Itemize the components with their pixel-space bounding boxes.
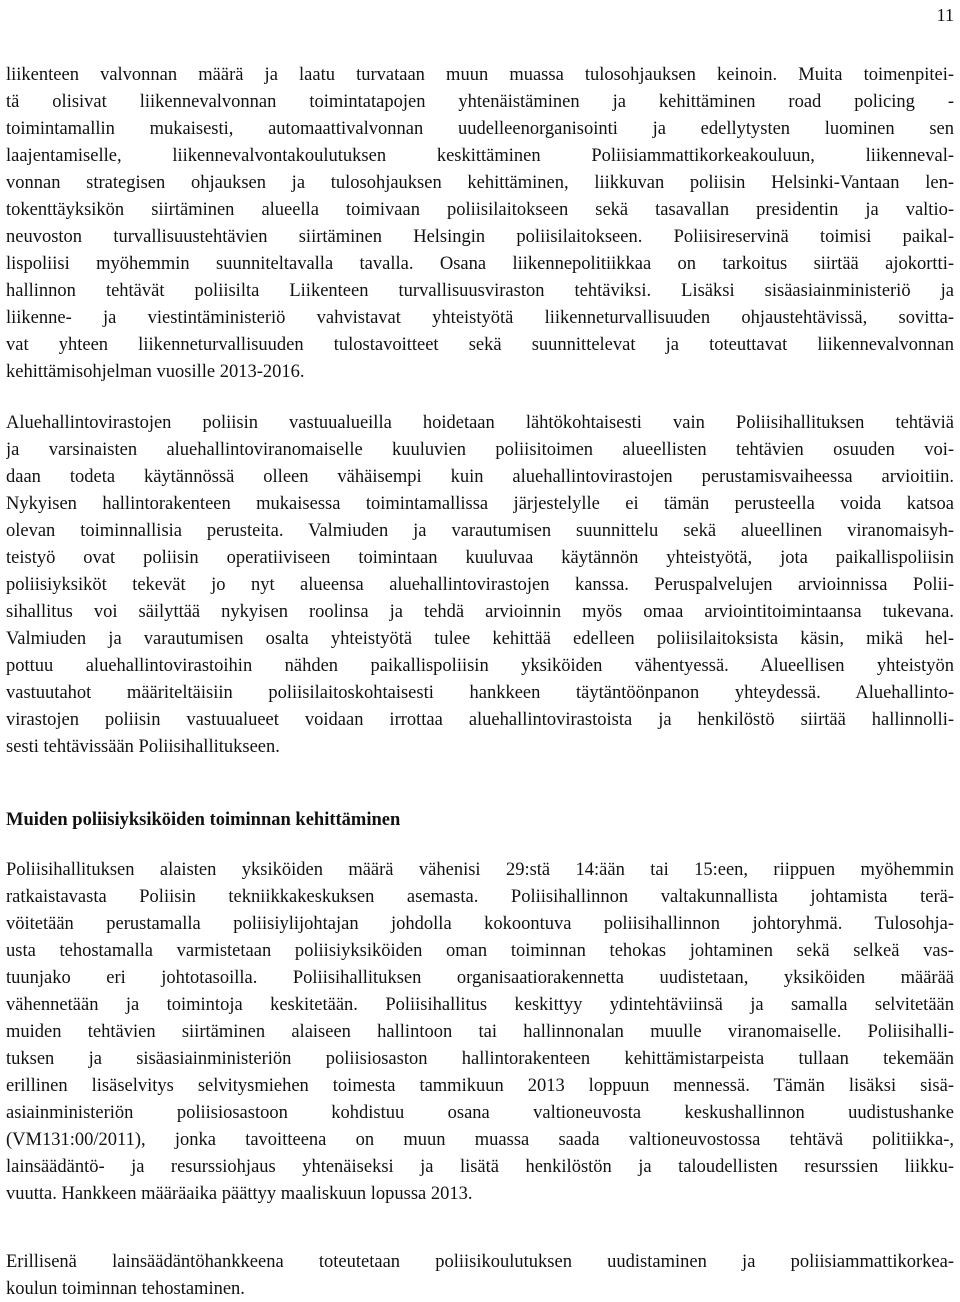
text-line: daan todeta käytännössä olleen vähäisempi kuin aluehallintovirastojen perustamisvaiheessa arvioitiin. bbox=[6, 467, 954, 487]
text-line: laajentamiselle, liikennevalvontakoulutuksen keskittäminen Poliisiammattikorkeakouluun, liikenneval- bbox=[6, 146, 954, 166]
text-line: tä olisivat liikennevalvonnan toimintatapojen yhtenäistäminen ja kehittäminen road policing - bbox=[6, 92, 954, 112]
text-line: vöitetään perustamalla poliisiylijohtajan johdolla kokoontuva poliisihallinnon johtoryhmä. Tulosohja- bbox=[6, 914, 954, 934]
text-line: kehittämisohjelman vuosille 2013-2016. bbox=[6, 362, 305, 382]
text-line: vastuutahot määriteltäisiin poliisilaitoskohtaisesti hankkeen täytäntöönpanon yhteydessä. Aluehallinto- bbox=[6, 683, 954, 703]
text-line: olevan toiminnallisia perusteita. Valmiuden ja varautumisen suunnittelu sekä alueellinen viranomaisyh- bbox=[6, 521, 954, 541]
text-line: usta tehostamalla varmistetaan poliisiyksiköiden oman toiminnan tehokas johtaminen sekä selkeä vas- bbox=[6, 941, 954, 961]
text-line: Valmiuden ja varautumisen osalta yhteistyötä tulee kehittää edelleen poliisilaitoksista käsin, mikä hel- bbox=[6, 629, 954, 649]
text-line: tokenttäyksikön siirtäminen alueella toimivaan poliisilaitokseen sekä tasavallan presidentin ja valtio- bbox=[6, 200, 954, 220]
text-line: (VM131:00/2011), jonka tavoitteena on muun muassa saada valtioneuvostossa tehtävä politiikka-, bbox=[6, 1130, 954, 1150]
text-line: Poliisihallituksen alaisten yksiköiden määrä vähenisi 29:stä 14:ään tai 15:een, riippuen myöhemmin bbox=[6, 860, 954, 880]
page-number: 11 bbox=[936, 5, 954, 25]
text-line: tuunjako eri johtotasoilla. Poliisihallituksen organisaatiorakennetta uudistetaan, yksiköiden määrää bbox=[6, 968, 954, 988]
text-line: asiainministeriön poliisiosastoon kohdistuu osana valtioneuvosta keskushallinnon uudistushanke bbox=[6, 1103, 954, 1123]
text-line: vuutta. Hankkeen määräaika päättyy maaliskuun lopussa 2013. bbox=[6, 1184, 473, 1204]
text-line: Aluehallintovirastojen poliisin vastuualueilla hoidetaan lähtökohtaisesti vain Poliisihallituksen tehtäviä bbox=[6, 413, 954, 433]
text-line: sihallitus voi säilyttää nykyisen roolinsa ja tehdä arvioinnin myös omaa arviointitoimintaansa tukevana. bbox=[6, 602, 954, 622]
text-line: poliisiyksiköt tekevät jo nyt alueensa aluehallintovirastojen kanssa. Peruspalvelujen arvioinnissa Polii- bbox=[6, 575, 954, 595]
text-line: liikenne- ja viestintäministeriö vahvistavat yhteistyötä liikenneturvallisuuden ohjaustehtävissä, sovitta- bbox=[6, 308, 954, 328]
text-line: lainsäädäntö- ja resurssiohjaus yhtenäiseksi ja lisätä henkilöstön ja taloudellisten resurssien liikku- bbox=[6, 1157, 954, 1177]
text-line: ja varsinaisten aluehallintoviranomaiselle kuuluvien poliisitoimen alueellisten tehtävien osuuden voi- bbox=[6, 440, 954, 460]
section-heading: Muiden poliisiyksiköiden toiminnan kehittäminen bbox=[6, 810, 401, 830]
text-line: teistyö ovat poliisin operatiiviseen toimintaan kuuluvaa käytännön yhteistyötä, jota paikallispoliisin bbox=[6, 548, 954, 568]
text-line: ratkaistavasta Poliisin tekniikkakeskuksen asemasta. Poliisihallinnon valtakunnallista johtamista terä- bbox=[6, 887, 954, 907]
text-line: muiden tehtävien siirtäminen alaiseen hallintoon tai hallinnonalan muulle viranomaiselle. Poliisihalli- bbox=[6, 1022, 954, 1042]
text-line: pottuu aluehallintovirastoihin nähden paikallispoliisin yksiköiden vähentyessä. Alueellisen yhteistyön bbox=[6, 656, 954, 676]
text-line: sesti tehtävissään Poliisihallitukseen. bbox=[6, 737, 280, 757]
text-line: virastojen poliisin vastuualueet voidaan irrottaa aluehallintovirastoista ja henkilöstö siirtää hallinnolli- bbox=[6, 710, 954, 730]
text-line: vonnan strategisen ohjauksen ja tulosohjauksen kehittäminen, liikkuvan poliisin Helsinki-Vantaan len- bbox=[6, 173, 954, 193]
text-line: lispoliisi myöhemmin suunniteltavalla tavalla. Osana liikennepolitiikkaa on tarkoitus siirtää ajokortti- bbox=[6, 254, 954, 274]
text-line: erillinen lisäselvitys selvitysmiehen toimesta tammikuun 2013 loppuun mennessä. Tämän lisäksi sisä- bbox=[6, 1076, 954, 1096]
text-line: tuksen ja sisäasiainministeriön poliisiosaston hallintorakenteen kehittämistarpeista tullaan tekemään bbox=[6, 1049, 954, 1069]
text-line: hallinnon tehtävät poliisilta Liikenteen turvallisuusviraston tehtäviksi. Lisäksi sisäasiainministeriö ja bbox=[6, 281, 954, 301]
text-line: vähennetään ja toimintoja keskitetään. Poliisihallitus keskittyy ydintehtäviinsä ja samalla selvitetään bbox=[6, 995, 954, 1015]
text-line: koulun toiminnan tehostaminen. bbox=[6, 1279, 245, 1299]
text-line: Erillisenä lainsäädäntöhankkeena toteutetaan poliisikoulutuksen uudistaminen ja poliisiammattikorkea- bbox=[6, 1252, 954, 1272]
text-line: Nykyisen hallintorakenteen mukaisessa toimintamallissa järjestelylle ei tämän perusteella voida katsoa bbox=[6, 494, 954, 514]
text-line: vat yhteen liikenneturvallisuuden tulostavoitteet sekä suunnittelevat ja toteuttavat liikennevalvonnan bbox=[6, 335, 954, 355]
text-line: neuvoston turvallisuustehtävien siirtäminen Helsingin poliisilaitokseen. Poliisireservinä toimisi paikal- bbox=[6, 227, 954, 247]
text-line: toimintamallin mukaisesti, automaattivalvonnan uudelleenorganisointi ja edellytysten luominen sen bbox=[6, 119, 954, 139]
text-line: liikenteen valvonnan määrä ja laatu turvataan muun muassa tulosohjauksen keinoin. Muita toimenpitei- bbox=[6, 65, 954, 85]
